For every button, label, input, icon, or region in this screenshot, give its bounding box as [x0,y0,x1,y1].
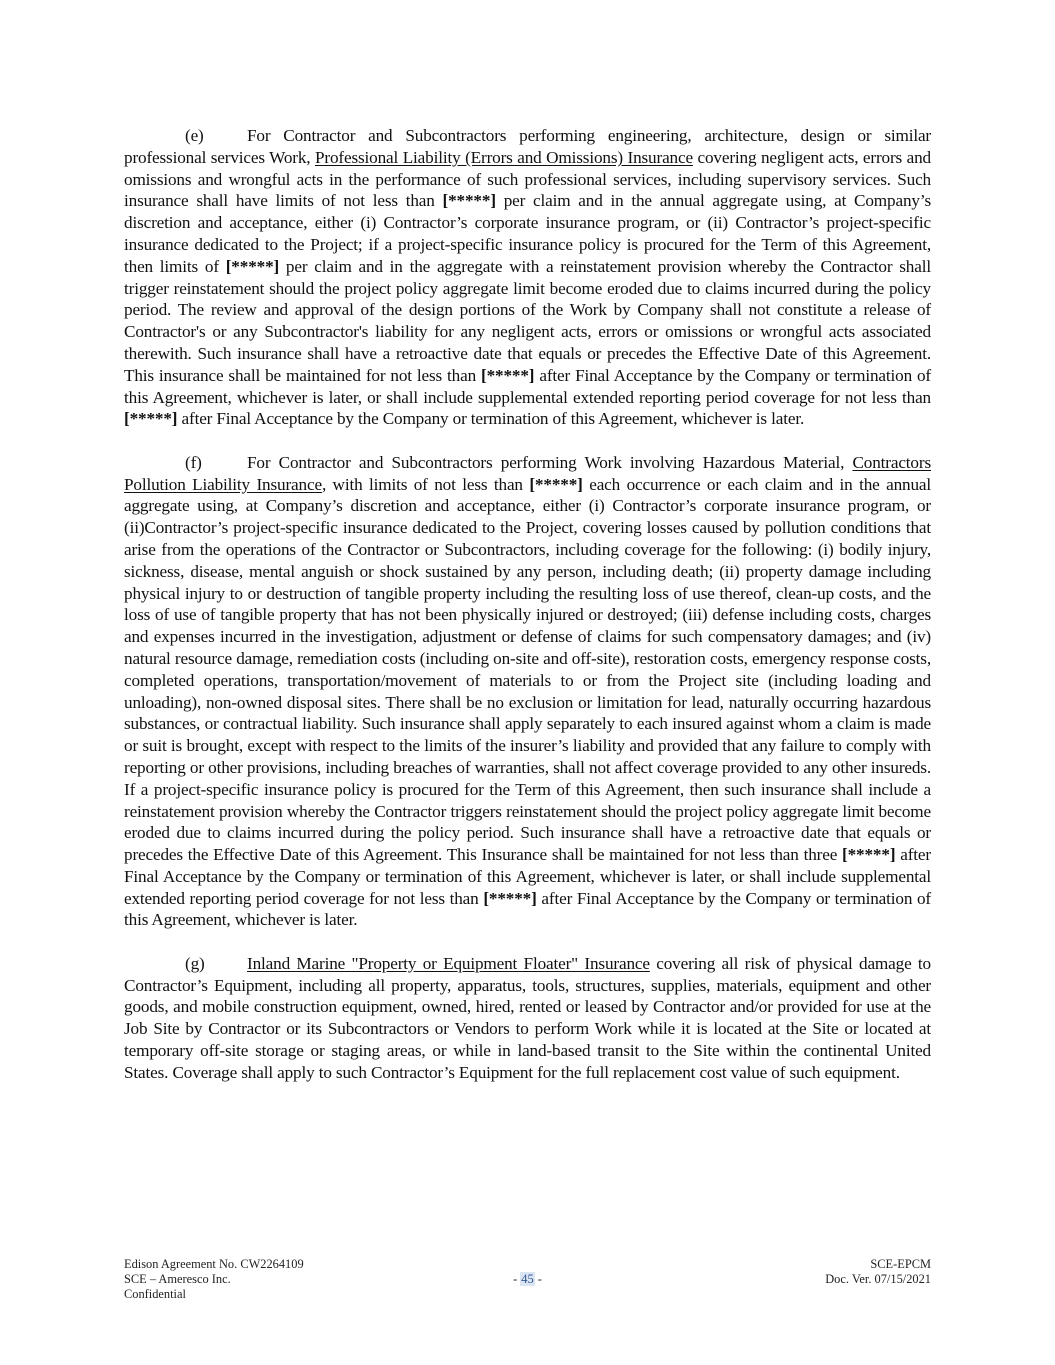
text-segment: , with limits of not less than [321,474,530,494]
doc-version: Doc. Ver. 07/15/2021 [825,1272,931,1287]
text-segment: For Contractor and Subcontractors performing engineering, architecture, design or similar professional services Work, [124,126,931,167]
heading-professional-liability: Professional Liability (Errors and Omissions) Insurance [314,147,693,167]
redacted-value: [*****] [842,845,896,865]
heading-inland-marine: Inland Marine "Property or Equipment Floater" Insurance [247,953,650,973]
redacted-value: [*****] [124,409,178,429]
redacted-value: [*****] [225,256,280,276]
text-segment: after Final Acceptance by the Company or termination of this Agreement, whichever is later. [124,888,931,930]
paragraph-label: (e) [185,126,204,145]
text-segment: per claim and in the aggregate with a reinstatement provision whereby the Contractor shall trigger reinstatement should the project policy aggregate limit become eroded due to claims incurred during the policy period. The review and approval of the design portions of the Work by Company shall not constitute a release of Contractor's or any Subcontractor's liability for any negligent acts, errors or omissions or wrongful acts associated therewith. Such insurance shall have a retroactive date that equals or precedes the Effective Date of this Agreement. This insurance shall be maintained for not less than [124,256,931,385]
paragraph-label: (g) [185,953,205,973]
text-segment: For Contractor and Subcontractors performing Work involving Hazardous Material, [247,452,853,472]
redacted-value: [*****] [442,191,496,211]
paragraph-g [124,953,931,1084]
text-segment: per claim and in the annual aggregate using, at Company’s discretion and acceptance, either (i) Contractor’s corporate insurance program, or (ii) Contractor’s project-specific insurance dedicated to the Project; if a project-specific insurance policy is procured for the Term of this Agreement, then limits of [124,191,931,276]
page-number-prefix: - [513,1272,521,1286]
text-segment: after Final Acceptance by the Company or termination of this Agreement, whichever is later, or shall include supplemental extended reporting period coverage for not less than [124,845,931,908]
text-segment: each occurrence or each claim and in the annual aggregate using, at Company’s discretion and acceptance, either (i) Contractor’s corporate insurance program, or (ii)Contractor’s project-specific insurance dedicated to the Project, covering losses caused by pollution conditions that arise from the operations of the Contractor or Subcontractors, including coverage for the following: (i) bodily injury, sickness, disease, mental anguish or shock sustained by any person, including death; (ii) property damage including physical injury to or destruction of tangible property including the resulting loss of use thereof, clean-up costs, and the loss of use of tangible property that has not been physically injured or destroyed; (iii) defense including costs, charges and expenses incurred in the investigation, adjustment or defense of claims for such compensatory damages; and (iv) natural resource damage, remediation costs (including on-site and off-site), restoration costs, emergency response costs, completed operations, transportation/movement of materials to or from the Project site (including loading and unloading), non-owned disposal sites. There shall be no exclusion or limitation for lead, naturally occurring hazardous substances, or contractual liability. Such insurance shall apply separately to each insured against whom a claim is made or suit is brought, except with respect to the limits of the insurer’s liability and provided that any failure to comply with reporting or other provisions, including breaches of warranties, shall not affect coverage provided to any other insureds. If a project-specific insurance policy is procured for the Term of this Agreement, then such insurance shall include a reinstatement provision whereby the Contractor triggers reinstatement should the project policy aggregate limit become eroded due to claims incurred during the policy period. Such insurance shall have a retroactive date that equals or precedes the Effective Date of this Agreement. This Insurance shall be maintained for not less than three [124,474,932,865]
page-number-value: 45 [521,1272,534,1286]
paragraph-e [124,125,931,430]
paragraph-label: (f) [185,452,202,472]
text-segment: after Final Acceptance by the Company or termination of this Agreement, whichever is later, or shall include supplemental extended reporting period coverage for not less than [124,365,932,407]
redacted-value: [*****] [481,365,535,385]
page-number [124,1272,931,1287]
document-body [124,125,931,1105]
text-segment: after Final Acceptance by the Company or termination of this Agreement, whichever is later. [177,409,805,429]
parties: SCE – Ameresco Inc. [124,1272,231,1287]
paragraph-f [124,452,931,932]
redacted-value: [*****] [483,888,537,908]
footer-right [825,1257,931,1287]
agreement-number: Edison Agreement No. CW2264109 [124,1257,304,1271]
redacted-value: [*****] [529,474,583,494]
confidential-label: Confidential [124,1287,186,1302]
page-number-suffix: - [534,1272,542,1286]
text-segment: covering all risk of physical damage to Contractor’s Equipment, including all property, apparatus, tools, structures, supplies, materials, equipment and other goods, and mobile construction equipment, owned, hired, rented or leased by Contractor and/or provided for use at the Job Site by Contractor or its Subcontractors or Vendors to perform Work while it is located at the Site or located at temporary off-site storage or staging areas, or while in land-based transit to the Site within the continental United States. Coverage shall apply to such Contractor’s Equipment for the full replacement cost value of such equipment. [124,953,931,1082]
heading-pollution-liability: Contractors Pollution Liability Insurance [124,452,931,494]
doc-code: SCE-EPCM [870,1257,931,1271]
text-segment: covering negligent acts, errors and omissions and wrongful acts in the performance of such professional services, including supervisory services. Such insurance shall have limits of not less than [124,147,932,211]
